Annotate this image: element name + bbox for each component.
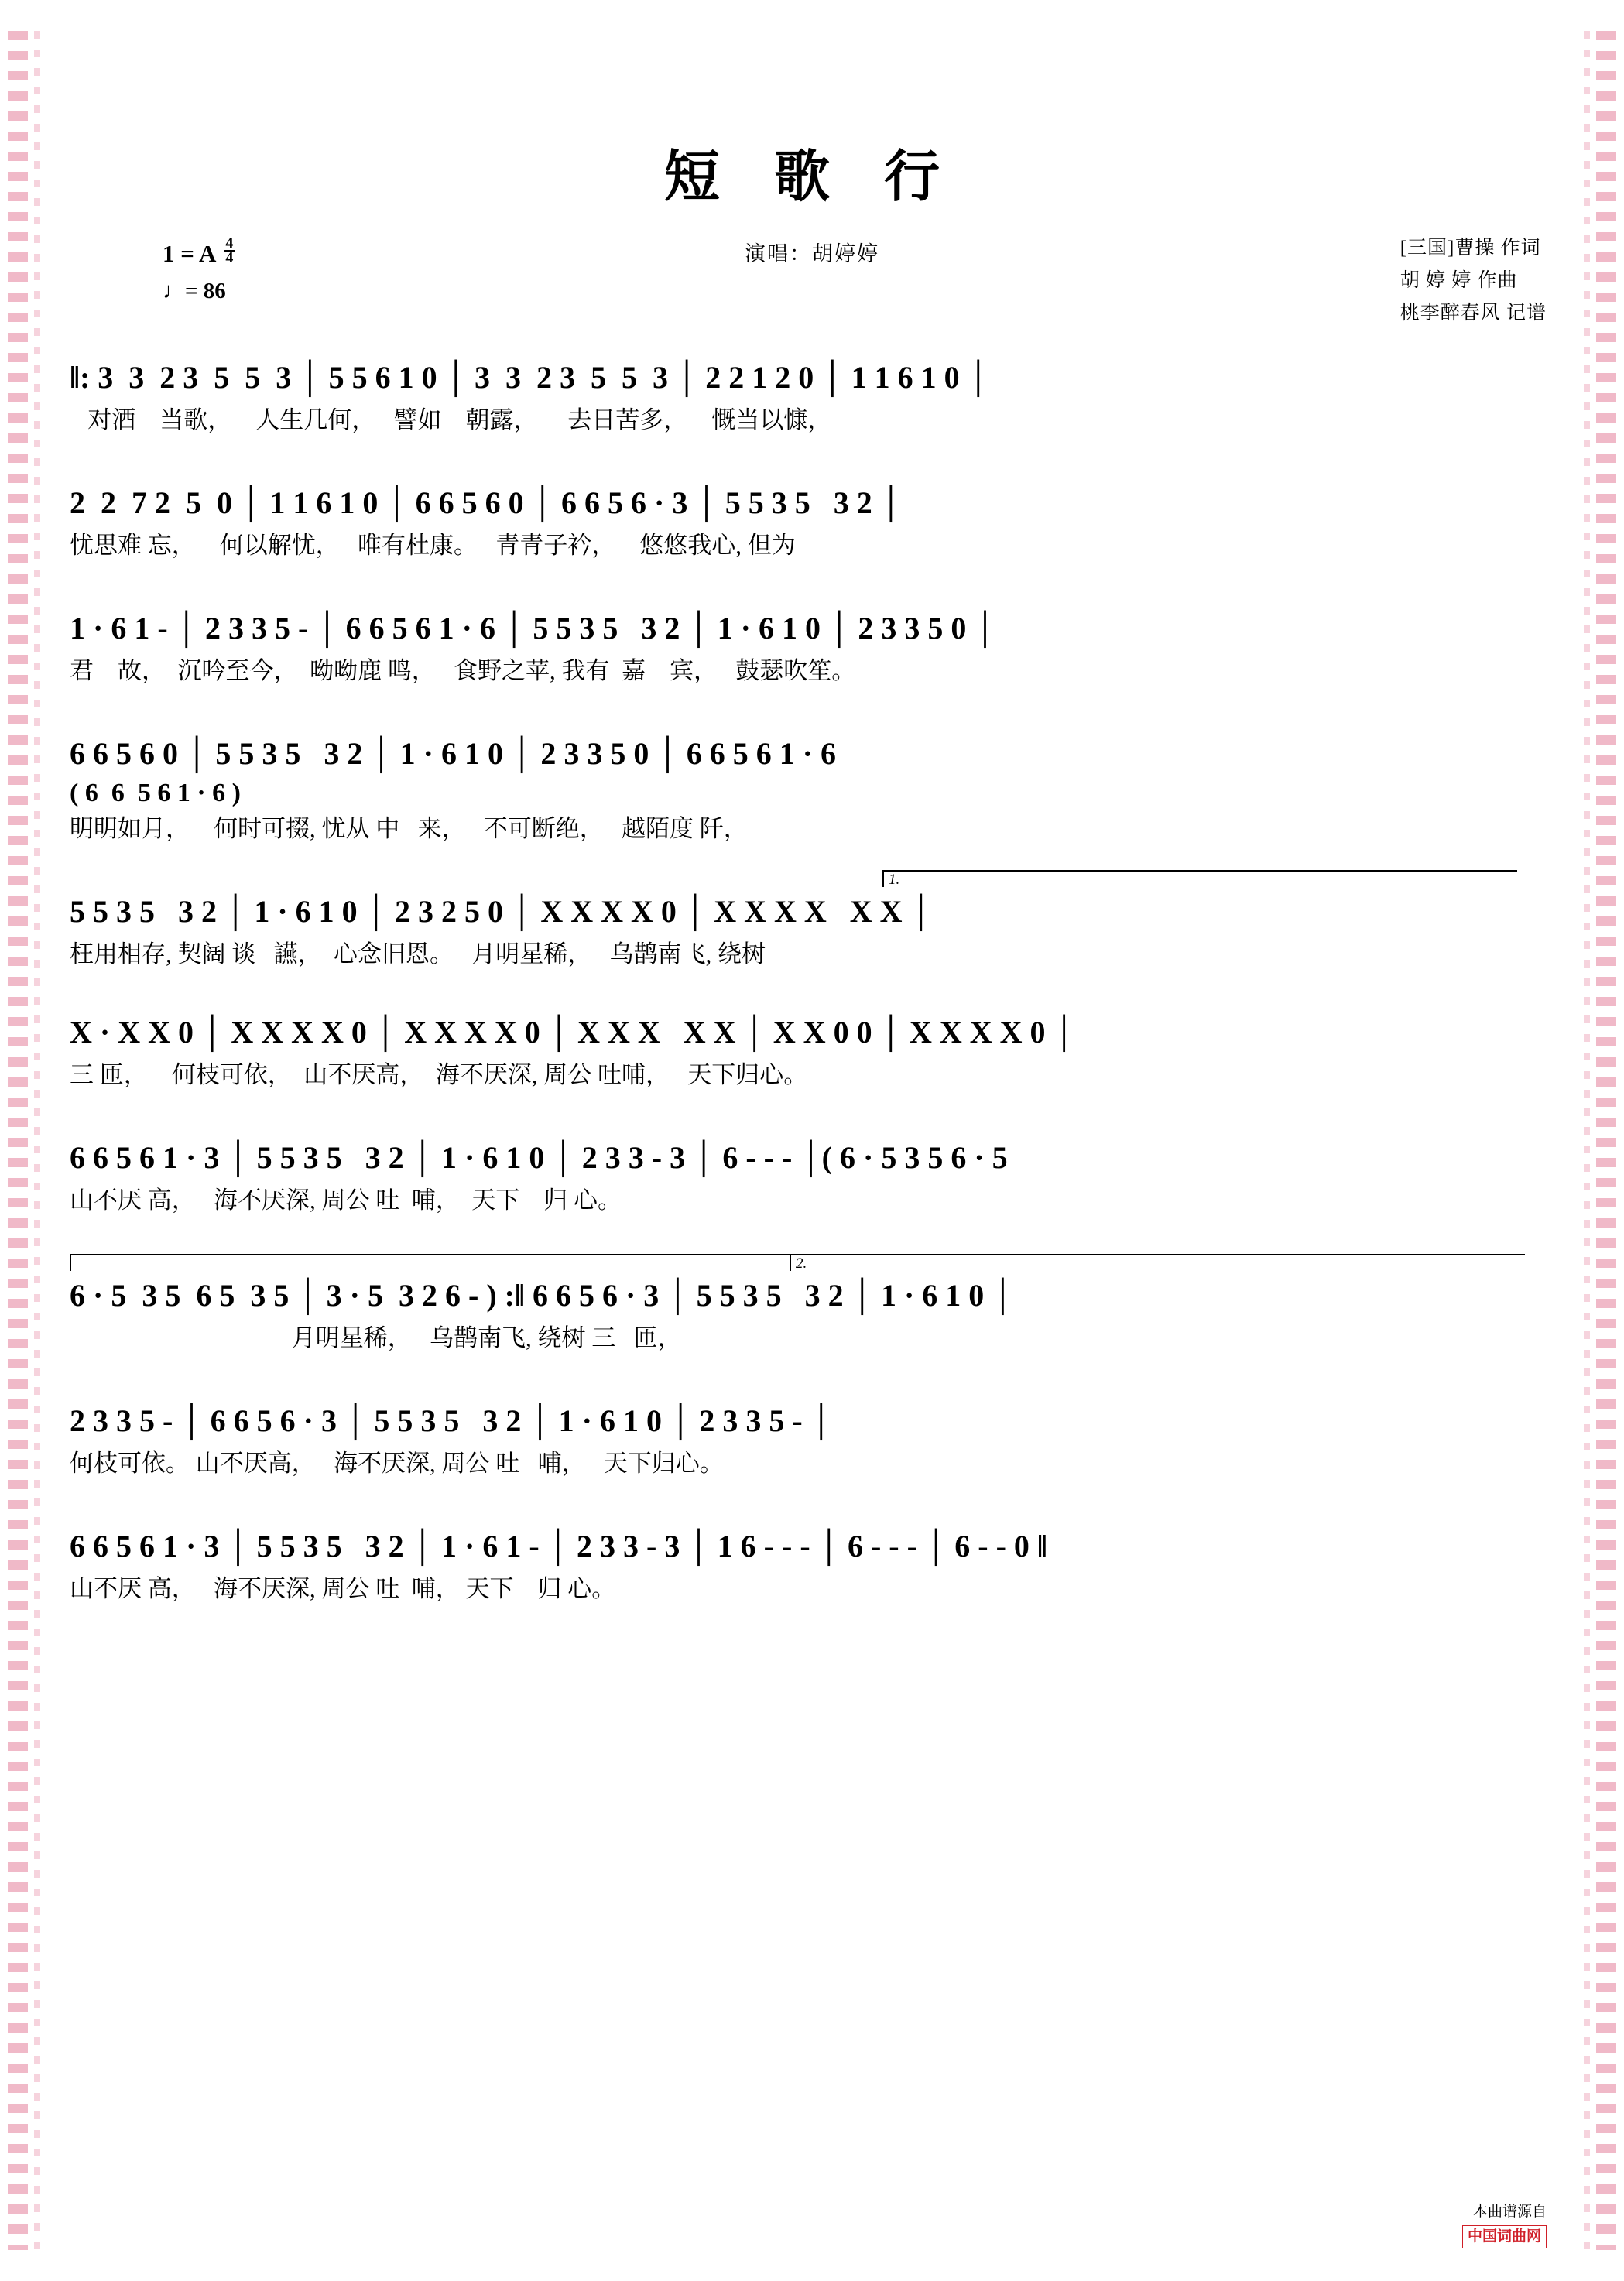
music-system-5	[70, 872, 1554, 972]
note-row: ‖: 3 3 2 3 5 5 3 │ 5 5 6 1 0 │ 3 3 2 3 5 5 3 │ 2 2 1 2 0 │ 1 1 6 1 0 │	[70, 360, 989, 395]
note-row: 6 · 5 3 5 6 5 3 5 │ 3 · 5 3 2 6 - ) :‖ 6 6 5 6 · 3 │ 5 5 3 5 3 2 │ 1 · 6 1 0 │	[70, 1278, 1014, 1313]
second-ending-bracket-left	[70, 1254, 790, 1271]
lyric-row: 三 匝， 何枝可依， 山不厌高， 海不厌深, 周公 吐哺， 天下归心。	[70, 1061, 808, 1088]
note-row: 2 2 7 2 5 0 │ 1 1 6 1 0 │ 6 6 5 6 0 │ 6 6 5 6 · 3 │ 5 5 3 5 3 2 │	[70, 485, 903, 520]
music-system-9	[70, 1399, 1554, 1481]
note-row: 6 6 5 6 0 │ 5 5 3 5 3 2 │ 1 · 6 1 0 │ 2 3 3 5 0 │ 6 6 5 6 1 · 6	[70, 736, 837, 771]
decorative-border-right	[1596, 31, 1616, 2250]
lyric-row: 何枝可依。 山不厌高， 海不厌深, 周公 吐 哺， 天下归心。	[70, 1450, 724, 1477]
sheet-content	[70, 0, 1554, 2281]
lyric-row: 月明星稀， 乌鹊南飞, 绕树 三 匝，	[70, 1324, 682, 1351]
footer-source-note: 本曲谱源自	[1472, 2204, 1547, 2220]
key-signature: 1 = A	[163, 240, 217, 267]
music-system-2	[70, 481, 1554, 563]
second-ending-bracket: 2.	[790, 1254, 1525, 1271]
note-row: 1 · 6 1 - │ 2 3 3 5 - │ 6 6 5 6 1 · 6 │ 5 5 3 5 3 2 │ 1 · 6 1 0 │ 2 3 3 5 0 │	[70, 611, 996, 646]
decorative-border-left	[8, 31, 28, 2250]
key-and-tempo-block	[163, 235, 235, 304]
decorative-border-right-inner	[1584, 31, 1590, 2250]
music-system-1	[70, 356, 1554, 438]
page-title: 短 歌 行	[663, 146, 960, 208]
music-staff	[70, 356, 1554, 1607]
music-system-8	[70, 1255, 1554, 1356]
credits	[1400, 232, 1547, 330]
note-row: 5 5 3 5 3 2 │ 1 · 6 1 0 │ 2 3 2 5 0 │ X X X X 0 │ X X X X X X │	[70, 894, 932, 929]
lyric-row: 山不厌 高， 海不厌深, 周公 吐 哺， 天下 归 心。	[70, 1187, 622, 1214]
lyric-row: 枉用相存, 契阔 谈 讌， 心念旧恩。 月明星稀， 乌鹊南飞, 绕树	[70, 940, 766, 968]
credit-composer: 胡 婷 婷 作曲	[1400, 270, 1518, 291]
lyric-row: 君 故， 沉吟至今， 呦呦鹿 鸣， 食野之苹, 我有 嘉 宾， 鼓瑟吹笙。	[70, 657, 856, 684]
footer	[1462, 2202, 1547, 2248]
time-signature	[224, 237, 235, 265]
note-row: 6 6 5 6 1 · 3 │ 5 5 3 5 3 2 │ 1 · 6 1 - │ 2 3 3 - 3 │ 1 6 - - - │ 6 - - - │ 6 - - 0 ‖	[70, 1529, 1047, 1563]
footer-brand[interactable]: 中国词曲网	[1462, 2225, 1547, 2248]
first-ending-bracket: 1.	[882, 870, 1517, 887]
music-system-6	[70, 1011, 1554, 1093]
music-system-10	[70, 1525, 1554, 1607]
music-system-4	[70, 732, 1554, 847]
alternate-note-row: ( 6 6 5 6 1 · 6 )	[70, 779, 241, 807]
note-row: X · X X 0 │ X X X X 0 │ X X X X 0 │ X X X X X │ X X 0 0 │ X X X X 0 │	[70, 1015, 1075, 1050]
lyric-row: 忧思难 忘， 何以解忧， 唯有杜康。 青青子衿， 悠悠我心, 但为	[70, 532, 796, 559]
music-system-7	[70, 1136, 1554, 1218]
lyric-row: 山不厌 高， 海不厌深, 周公 吐 哺， 天下 归 心。	[70, 1575, 616, 1602]
credit-lyricist: [三国]曹操 作词	[1400, 238, 1541, 259]
music-system-3	[70, 607, 1554, 689]
lyric-row: 对酒 当歌， 人生几何， 譬如 朝露， 去日苦多， 慨当以慷，	[70, 406, 832, 433]
note-row: 6 6 5 6 1 · 3 │ 5 5 3 5 3 2 │ 1 · 6 1 0 │ 2 3 3 - 3 │ 6 - - - │( 6 · 5 3 5 6 · 5	[70, 1140, 1008, 1175]
decorative-border-left-inner	[34, 31, 40, 2250]
tempo-marking: ♩= 86	[163, 279, 226, 303]
singer-line: 演唱：胡婷婷	[745, 242, 879, 265]
time-signature-numerator: 4	[225, 235, 234, 252]
note-row: 2 3 3 5 - │ 6 6 5 6 · 3 │ 5 5 3 5 3 2 │ 1 · 6 1 0 │ 2 3 3 5 - │	[70, 1403, 833, 1438]
lyric-row: 明明如月， 何时可掇, 忧从 中 来， 不可断绝， 越陌度 阡，	[70, 815, 748, 842]
credit-transcriber: 桃李醉春风 记谱	[1400, 303, 1547, 324]
time-signature-denominator: 4	[225, 249, 234, 266]
